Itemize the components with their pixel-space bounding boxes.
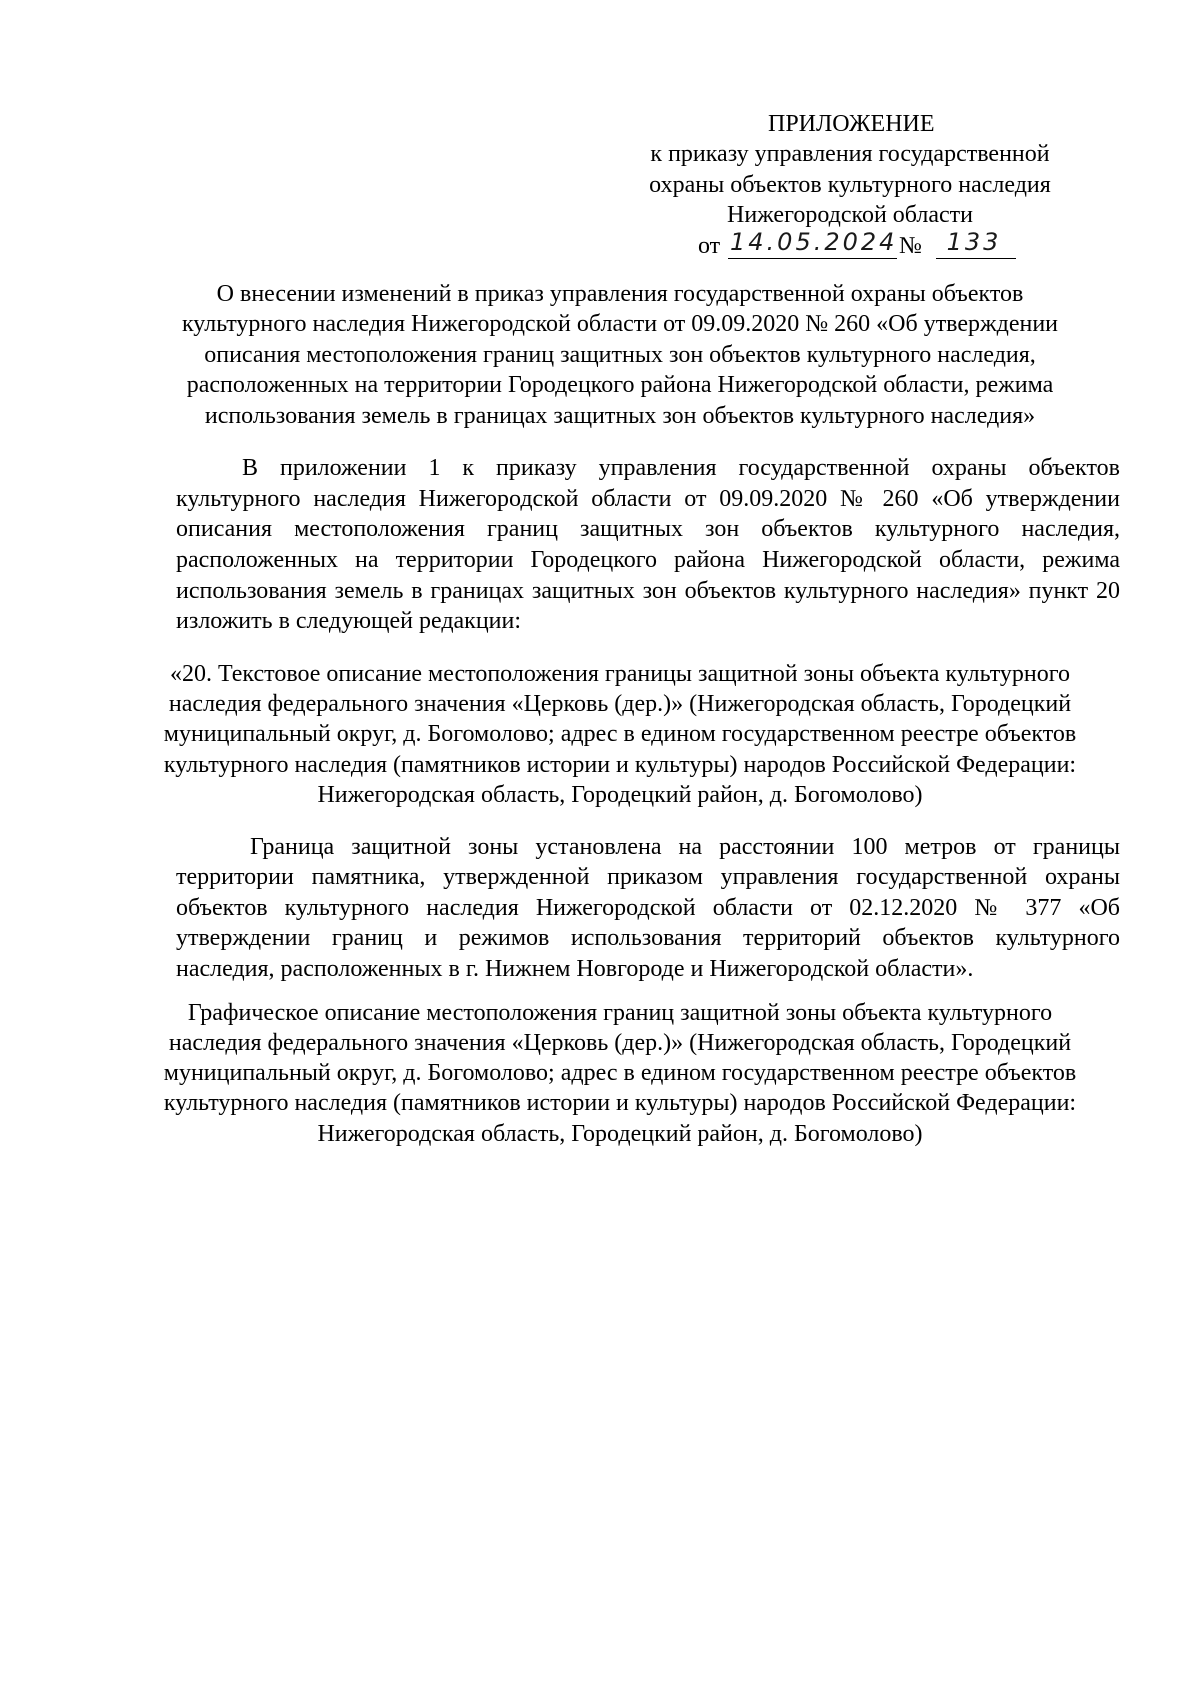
document-title-line: О внесении изменений в приказ управления государственной охраны объектов	[216, 281, 1024, 307]
item20-heading-line: наследия федерального значения «Церковь (дер.)» (Нижегородская область, Городецкий	[168, 691, 1072, 717]
handwritten-date: 14.05.2024	[730, 228, 898, 256]
item20-heading-line: муниципальный округ, д. Богомолово; адрес в едином государственном реестре объектов	[163, 721, 1077, 747]
graphic-description-line: культурного наследия (памятников истории и культуры) народов Российской Федерации:	[163, 1090, 1077, 1116]
handwritten-number: 133	[946, 228, 1002, 256]
body-paragraph-line: использования земель в границах защитных зон объектов культурного наследия» пункт 20	[176, 578, 1120, 604]
attachment-line: к приказу управления государственной	[650, 141, 1050, 167]
graphic-description-line: наследия федерального значения «Церковь (дер.)» (Нижегородская область, Городецкий	[168, 1030, 1072, 1056]
graphic-description-line: Графическое описание местоположения границ защитной зоны объекта культурного	[187, 1000, 1053, 1026]
order-date-number	[698, 228, 1018, 262]
item20-heading-line: «20. Текстовое описание местоположения границы защитной зоны объекта культурного	[170, 661, 1070, 687]
body-paragraph-line: утверждении границ и режимов использования территорий объектов культурного	[176, 925, 1120, 951]
date-prefix: от	[698, 233, 721, 259]
graphic-description-line: Нижегородская область, Городецкий район, д. Богомолово)	[317, 1121, 923, 1147]
body-paragraph-line: Граница защитной зоны установлена на расстоянии 100 метров от границы	[250, 834, 1120, 860]
attachment-title: ПРИЛОЖЕНИЕ	[768, 111, 935, 137]
document-title-line: описания местоположения границ защитных зон объектов культурного наследия,	[204, 342, 1036, 368]
attachment-line: Нижегородской области	[726, 202, 974, 228]
body-paragraph-line: В приложении 1 к приказу управления государственной охраны объектов	[242, 455, 1120, 481]
number-underline	[936, 258, 1016, 259]
document-title-line: использования земель в границах защитных зон объектов культурного наследия»	[204, 403, 1036, 429]
body-paragraph-line: наследия, расположенных в г. Нижнем Новгороде и Нижегородской области».	[176, 956, 974, 982]
body-paragraph-line: культурного наследия Нижегородской области от 09.09.2020 № 260 «Об утверждении	[176, 486, 1120, 512]
item20-heading-line: Нижегородская область, Городецкий район, д. Богомолово)	[317, 782, 923, 808]
body-paragraph-line: расположенных на территории Городецкого района Нижегородской области, режима	[176, 547, 1120, 573]
item20-heading-line: культурного наследия (памятников истории и культуры) народов Российской Федерации:	[163, 752, 1077, 778]
body-paragraph-line: описания местоположения границ защитных зон объектов культурного наследия,	[176, 516, 1120, 542]
number-prefix: №	[899, 233, 922, 259]
attachment-line: охраны объектов культурного наследия	[649, 172, 1051, 198]
body-paragraph-line: территории памятника, утвержденной приказом управления государственной охраны	[176, 864, 1120, 890]
document-title-line: культурного наследия Нижегородской области от 09.09.2020 № 260 «Об утверждении	[181, 311, 1059, 337]
date-underline	[728, 258, 897, 259]
body-paragraph-line: изложить в следующей редакции:	[176, 608, 522, 634]
document-title-line: расположенных на территории Городецкого района Нижегородской области, режима	[186, 372, 1054, 398]
graphic-description-line: муниципальный округ, д. Богомолово; адрес в едином государственном реестре объектов	[163, 1060, 1077, 1086]
body-paragraph-line: объектов культурного наследия Нижегородской области от 02.12.2020 № 377 «Об	[176, 895, 1120, 921]
